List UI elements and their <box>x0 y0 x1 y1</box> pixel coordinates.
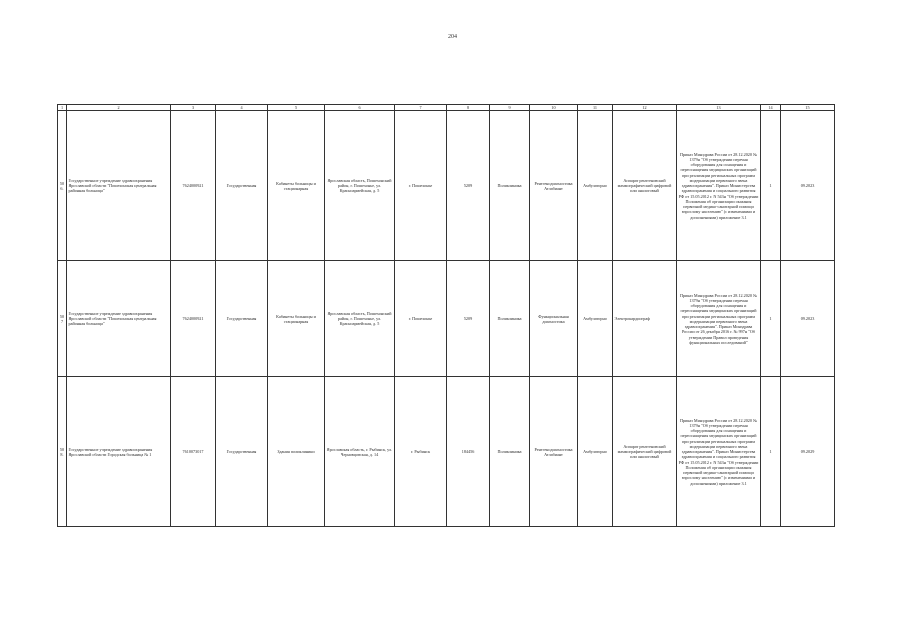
date-cell: 09.2023 <box>781 261 835 377</box>
column-header: 13 <box>677 105 761 111</box>
quantity-cell: 1 <box>761 377 781 527</box>
row-number: 507 <box>58 261 67 377</box>
column-header: 6 <box>325 105 395 111</box>
equipment-cell: Аппарат рентгеновский маммографический цифровой или аналоговый <box>613 111 677 261</box>
column-header: 10 <box>530 105 578 111</box>
category-cell: Поликлиника <box>490 377 530 527</box>
address-cell: Ярославская область, г. Рыбинск, ул. Черновцовская, д. 14 <box>325 377 395 527</box>
basis-cell: Приказ Минздрава России от 28.12.2020 № 1379н "Об утверждении перечня оборудования для оснащения и переоснащения медицинских организаций при реализации региональных программ модернизации первичного звена здравоохранения". Приказ Министерства здравоохранения и социального развития РФ от 15.05.2012 г. N 543н "Об утверждении Положения об организации оказания первичной медико-санитарной помощи взрослому населению" (с изменениями и дополнениями) приложение 3.1 <box>677 111 761 261</box>
building-type-cell: Кабинеты больницы и стационарная <box>268 261 325 377</box>
category-cell: Поликлиника <box>490 261 530 377</box>
page-number: 204 <box>448 34 457 40</box>
ownership-cell: Государственная <box>216 377 268 527</box>
locality-cell: г. Пошехонье <box>395 111 447 261</box>
column-header: 12 <box>613 105 677 111</box>
column-header: 5 <box>268 105 325 111</box>
inn-cell: 7610073017 <box>171 377 216 527</box>
locality-cell: г. Пошехонье <box>395 261 447 377</box>
row-number: 508. <box>58 377 67 527</box>
quantity-cell: 1 <box>761 111 781 261</box>
address-cell: Ярославская область, Пошехонский район, г. Пошехонье, ул. Красноармейская, д. 5 <box>325 111 395 261</box>
category-cell: Поликлиника <box>490 111 530 261</box>
column-header: 1 <box>58 105 67 111</box>
organization-name: Государственное учреждение здравоохранения Ярославской области "Пошехонская центральная районная больница" <box>67 261 171 377</box>
date-cell: 09.2023 <box>781 111 835 261</box>
population-cell: 5209 <box>447 261 490 377</box>
basis-cell: Приказ Минздрава России от 28.12.2020 № 1379н "Об утверждении перечня оборудования для оснащения и переоснащения медицинских организаций при реализации региональных программ модернизации первичного звена здравоохранения". Приказ Минздрава России от 26 декабря 2016 г. № 997н "Об утверждении Правил проведения функциональных исследований" <box>677 261 761 377</box>
unit-cell: Функциональная диагностика <box>530 261 578 377</box>
column-header: 7 <box>395 105 447 111</box>
address-cell: Ярославская область, Пошехонский район, г. Пошехонье, ул. Красноармейская, д. 5 <box>325 261 395 377</box>
date-cell: 09.2029 <box>781 377 835 527</box>
column-header: 11 <box>578 105 613 111</box>
care-form-cell: Амбулаторно <box>578 111 613 261</box>
building-type-cell: Кабинеты больницы и стационарная <box>268 111 325 261</box>
column-header: 8 <box>447 105 490 111</box>
organization-name: Государственное учреждение здравоохранения Ярославской области "Пошехонская центральная районная больница" <box>67 111 171 261</box>
unit-cell: Рентгенодиагностика Атлабиант <box>530 377 578 527</box>
care-form-cell: Амбулаторно <box>578 377 613 527</box>
ownership-cell: Государственная <box>216 261 268 377</box>
organization-name: Государственное учреждение здравоохранения Ярославской области Городская больница № 1 <box>67 377 171 527</box>
quantity-cell: 1 <box>761 261 781 377</box>
equipment-table <box>57 104 835 527</box>
unit-cell: Рентгенодиагностика Атлабиант <box>530 111 578 261</box>
equipment-cell: Аппарат рентгеновский маммографический цифровой или аналоговый <box>613 377 677 527</box>
equipment-cell: Электрокардиограф <box>613 261 677 377</box>
building-type-cell: Здания поликлиники <box>268 377 325 527</box>
column-header: 4 <box>216 105 268 111</box>
locality-cell: г. Рыбинск <box>395 377 447 527</box>
population-cell: 184456 <box>447 377 490 527</box>
inn-cell: 7624000921 <box>171 261 216 377</box>
basis-cell: Приказ Минздрава России от 28.12.2020 № 1379н "Об утверждении перечня оборудования для оснащения и переоснащения медицинских организаций при реализации региональных программ модернизации первичного звена здравоохранения". Приказ Министерства здравоохранения и социального развития РФ от 15.05.2012 г. N 543н "Об утверждении Положения об организации оказания первичной медико-санитарной помощи взрослому населению" (с изменениями и дополнениями) приложение 3.1 <box>677 377 761 527</box>
ownership-cell: Государственная <box>216 111 268 261</box>
table-row <box>58 377 835 527</box>
care-form-cell: Амбулаторно <box>578 261 613 377</box>
column-header: 9 <box>490 105 530 111</box>
table-row <box>58 261 835 377</box>
row-number: 506. <box>58 111 67 261</box>
column-header: 3 <box>171 105 216 111</box>
table-row <box>58 111 835 261</box>
inn-cell: 7624000921 <box>171 111 216 261</box>
column-header: 14 <box>761 105 781 111</box>
column-header: 2 <box>67 105 171 111</box>
column-header: 15 <box>781 105 835 111</box>
population-cell: 5209 <box>447 111 490 261</box>
